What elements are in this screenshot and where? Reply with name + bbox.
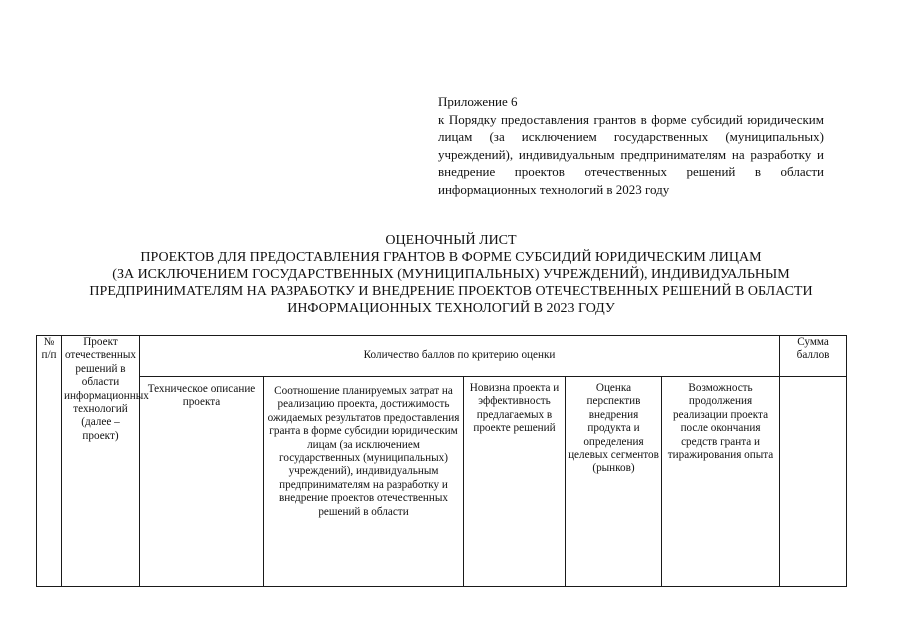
- criterion-novelty: Новизна проекта и эффективность предлагаемых в проекте решений: [464, 377, 566, 587]
- column-project-header: Проект отечественных решений в области информационных технологий (далее – проект): [62, 336, 140, 587]
- sum-cell: [780, 377, 847, 587]
- column-number-header: № п/п: [37, 336, 62, 587]
- criterion-continuation: Возможность продолжения реализации проекта после окончания средств гранта и тиражирования опыта: [662, 377, 780, 587]
- document-heading: [30, 232, 872, 317]
- criterion-cost-ratio: Соотношение планируемых затрат на реализацию проекта, достижимость ожидаемых результатов предоставления гранта в форме субсидии юридическим лицам (за исключением государственных (муниципальных) учреждений), индивидуальным предпринимателям на разработку и внедрение проектов отечественных решений в области: [264, 377, 464, 587]
- column-sum-header: Сумма баллов: [780, 336, 847, 377]
- criterion-technical-description: Техническое описание проекта: [140, 377, 264, 587]
- heading-line-4: ПРЕДПРИНИМАТЕЛЯМ НА РАЗРАБОТКУ И ВНЕДРЕНИЕ ПРОЕКТОВ ОТЕЧЕСТВЕННЫХ РЕШЕНИЙ В ОБЛАСТИ: [89, 284, 813, 299]
- table-header-row: [37, 336, 847, 377]
- table-criteria-row: [37, 377, 847, 587]
- heading-line-1: ОЦЕНОЧНЫЙ ЛИСТ: [385, 233, 517, 248]
- heading-line-3: (ЗА ИСКЛЮЧЕНИЕМ ГОСУДАРСТВЕННЫХ (МУНИЦИПАЛЬНЫХ) УЧРЕЖДЕНИЙ), ИНДИВИДУАЛЬНЫМ: [112, 267, 790, 282]
- appendix-title: Приложение 6: [438, 94, 518, 109]
- criterion-market-prospects: Оценка перспектив внедрения продукта и определения целевых сегментов (рынков): [566, 377, 662, 587]
- heading-line-5: ИНФОРМАЦИОННЫХ ТЕХНОЛОГИЙ В 2023 ГОДУ: [287, 301, 615, 316]
- heading-line-2: ПРОЕКТОВ ДЛЯ ПРЕДОСТАВЛЕНИЯ ГРАНТОВ В ФОРМЕ СУБСИДИЙ ЮРИДИЧЕСКИМ ЛИЦАМ: [140, 250, 762, 265]
- appendix-text: к Порядку предоставления грантов в форме субсидий юридическим лицам (за исключением государственных (муниципальных) учреждений), индивидуальным предпринимателям на разработку и внедрение проектов отечественных решений в области информационных технологий в 2023 году: [438, 111, 824, 197]
- appendix-note: [438, 93, 824, 199]
- column-score-header: Количество баллов по критерию оценки: [140, 336, 780, 377]
- evaluation-table: [36, 335, 847, 587]
